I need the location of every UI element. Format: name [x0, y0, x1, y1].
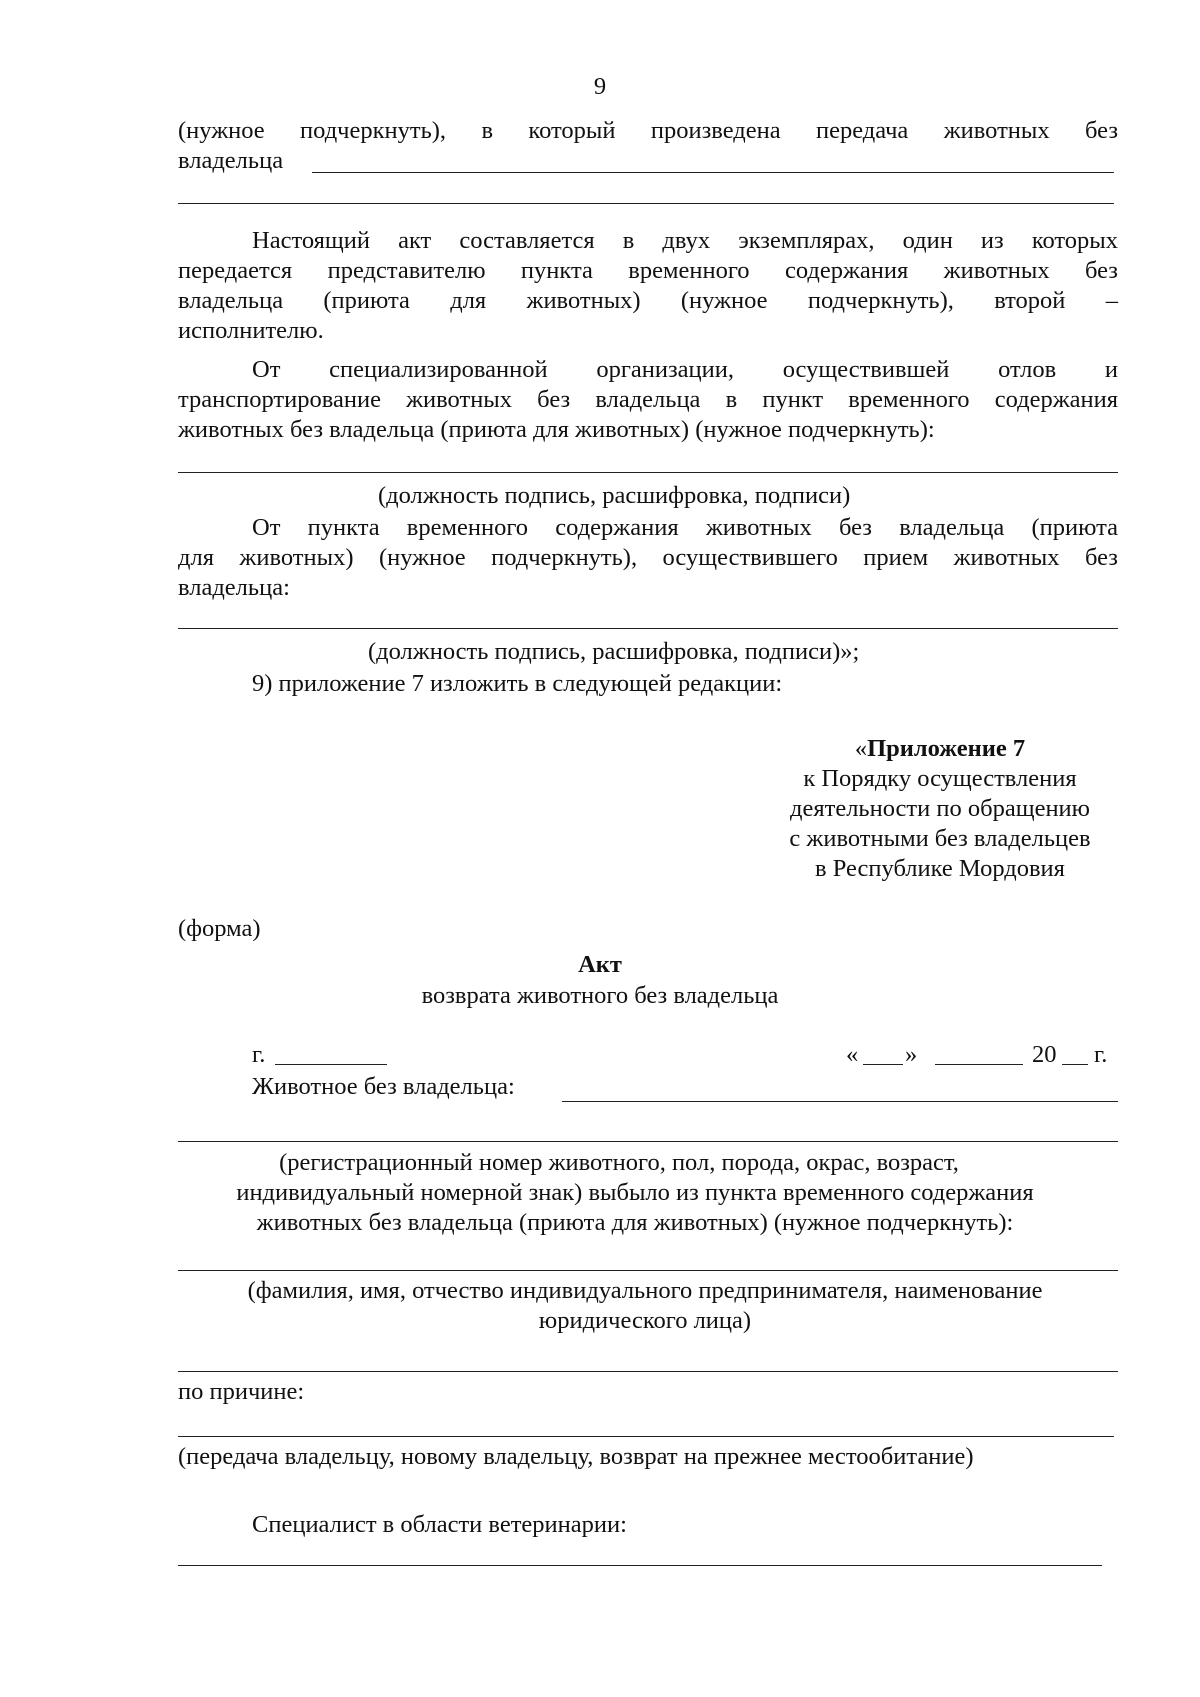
page-number: 9: [593, 73, 607, 100]
vet-label: Специалист в области ветеринарии:: [252, 1511, 627, 1538]
reason-field: [178, 1436, 1114, 1437]
appendix-line2: деятельности по обращению: [790, 795, 1090, 822]
city-field: [275, 1064, 387, 1065]
appendix-title: Приложение 7: [867, 735, 1026, 762]
item-9: 9) приложение 7 изложить в следующей редакции:: [252, 670, 783, 697]
date-close-quote: »: [905, 1041, 918, 1068]
year-prefix: 20: [1032, 1041, 1057, 1068]
year-suffix: г.: [1094, 1041, 1108, 1068]
recipient-field-2: [178, 1371, 1118, 1372]
para3-line1: От специализированной организации, осуществившей отлов и: [252, 356, 1118, 383]
para4-line1: От пункта временного содержания животных без владельца (приюта: [252, 514, 1118, 541]
appendix-heading: [740, 734, 1140, 764]
reason-label: по причине:: [178, 1378, 305, 1405]
vet-field: [178, 1565, 1102, 1566]
para1-line2: владельца: [178, 147, 284, 174]
signature-line: [178, 472, 1118, 473]
para2-line4: исполнителю.: [178, 317, 324, 344]
appendix-line1: к Порядку осуществления: [803, 765, 1077, 792]
appendix-line4: в Республике Мордовия: [815, 855, 1065, 882]
signature-line: [178, 628, 1118, 629]
quote-mark: «: [854, 735, 868, 762]
animal-field: [562, 1101, 1118, 1102]
para3-line2: транспортирование животных без владельца в пункт временного содержания: [178, 386, 1118, 413]
caption3-line1: (регистрационный номер животного, пол, порода, окрас, возраст,: [279, 1149, 959, 1176]
act-title-text: Акт: [578, 951, 622, 978]
para4-line3: владельца:: [178, 574, 290, 601]
city-prefix: г.: [252, 1041, 266, 1068]
fill-line: [178, 203, 1114, 204]
para4-line2: для животных) (нужное подчеркнуть), осуществившего прием животных без: [178, 544, 1118, 571]
caption-reason: (передача владельцу, новому владельцу, возврат на прежнее местообитание): [178, 1443, 974, 1470]
para2-line3: владельца (приюта для животных) (нужное подчеркнуть), второй –: [178, 287, 1118, 314]
form-label: (форма): [178, 915, 261, 942]
act-title: [0, 950, 1200, 980]
caption4-line2: юридического лица): [538, 1307, 752, 1334]
para3-line3: животных без владельца (приюта для животных) (нужное подчеркнуть):: [178, 416, 935, 443]
caption3-line2: индивидуальный номерной знак) выбыло из пункта временного содержания: [236, 1179, 1034, 1206]
para2-line1: Настоящий акт составляется в двух экземплярах, один из которых: [252, 227, 1118, 254]
appendix-line3: с животными без владельцев: [789, 825, 1091, 852]
caption3-line3: животных без владельца (приюта для животных) (нужное подчеркнуть):: [256, 1209, 1014, 1236]
year-field: [1062, 1064, 1088, 1065]
month-field: [935, 1064, 1023, 1065]
caption-position-signature-end: (должность подпись, расшифровка, подписи)»;: [368, 638, 860, 665]
caption-position-signature: (должность подпись, расшифровка, подписи): [378, 482, 851, 509]
para1-line1: (нужное подчеркнуть), в который произведена передача животных без: [178, 117, 1118, 144]
day-field: [863, 1064, 903, 1065]
animal-field-2: [178, 1141, 1118, 1142]
animal-label: Животное без владельца:: [252, 1073, 515, 1100]
caption4-line1: (фамилия, имя, отчество индивидуального предпринимателя, наименование: [247, 1277, 1043, 1304]
fill-line: [312, 172, 1114, 173]
para2-line2: передается представителю пункта временного содержания животных без: [178, 257, 1118, 284]
recipient-field: [178, 1270, 1118, 1271]
act-subtitle: возврата животного без владельца: [421, 982, 779, 1009]
date-open-quote: «: [846, 1041, 859, 1068]
